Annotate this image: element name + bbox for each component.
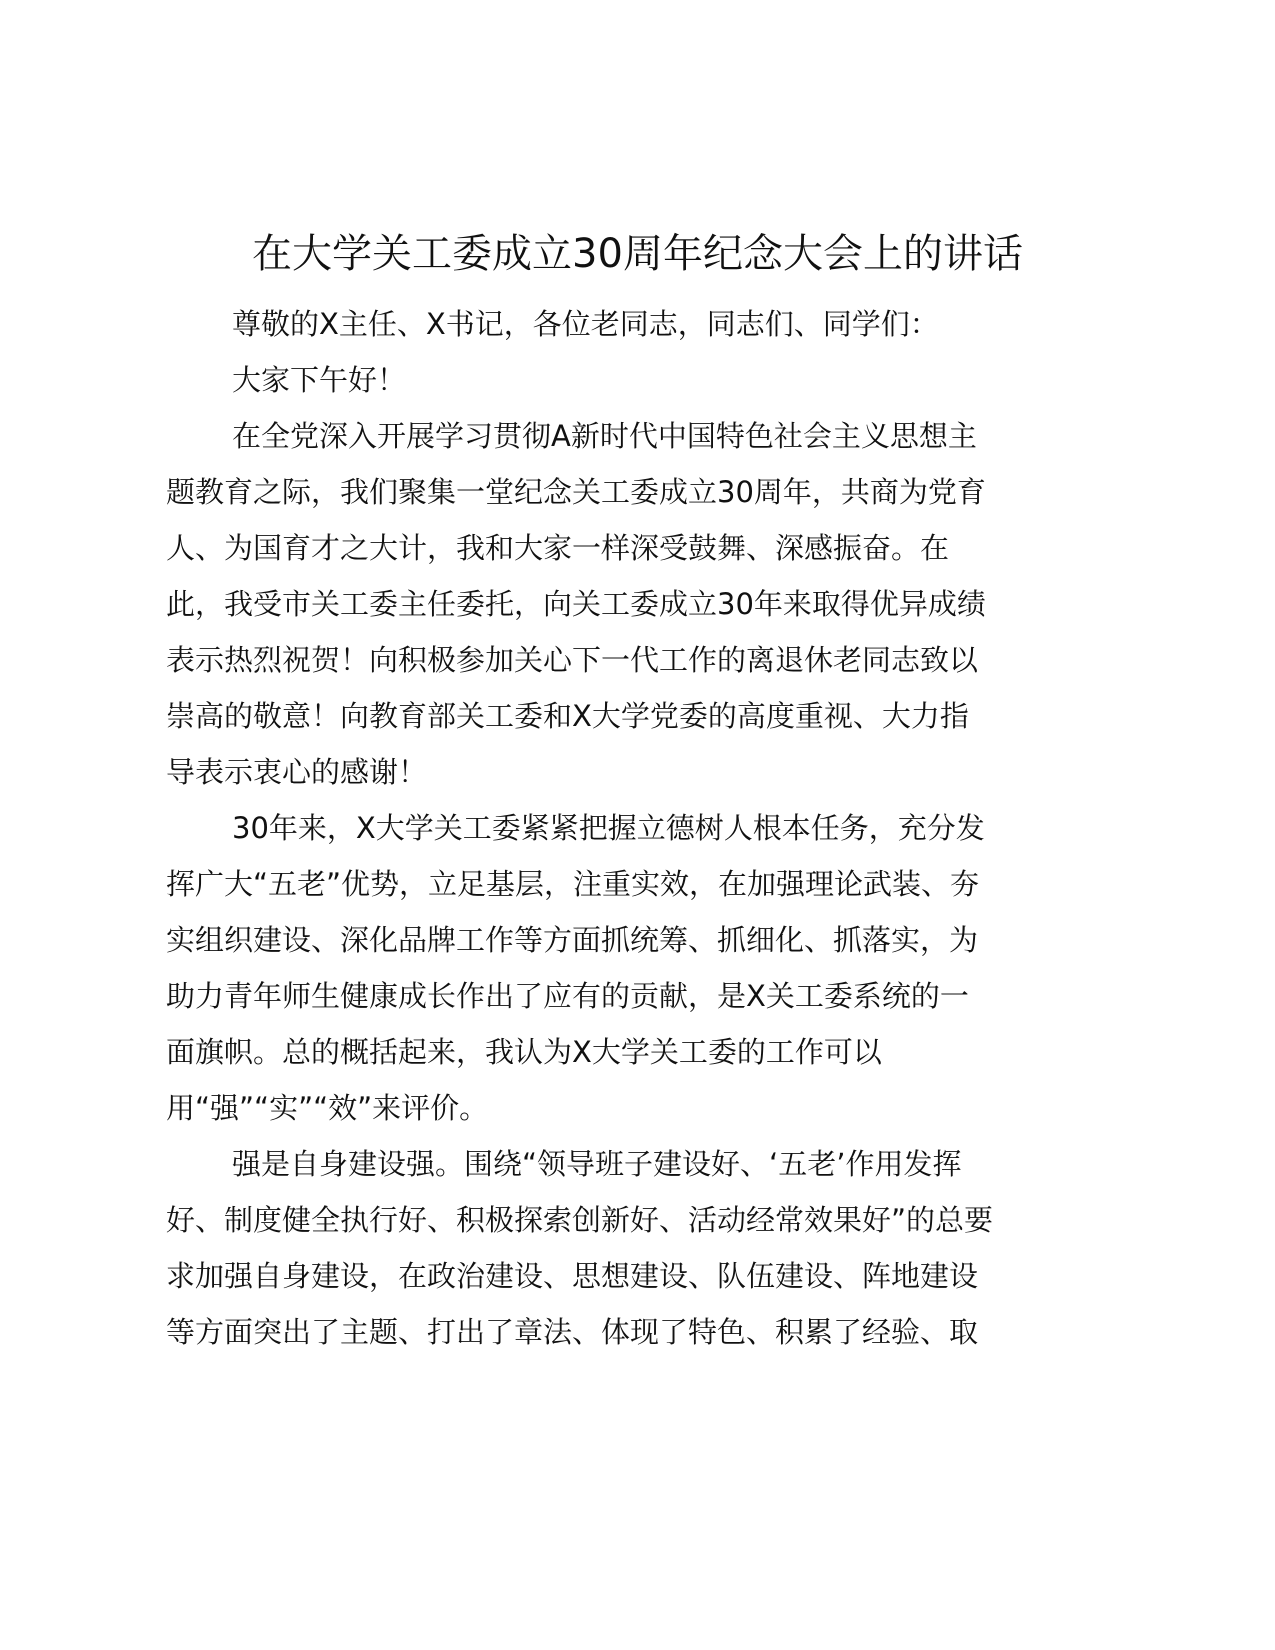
paragraph-line: 强是自身建设强。围绕“领导班子建设好、‘五老’作用发挥	[232, 1147, 962, 1181]
paragraph-line: 助力青年师生健康成长作出了应有的贡献，是X关工委系统的一	[166, 979, 969, 1013]
paragraph-line: 面旗帜。总的概括起来，我认为X大学关工委的工作可以	[166, 1035, 882, 1069]
paragraph-line: 等方面突出了主题、打出了章法、体现了特色、积累了经验、取	[166, 1315, 979, 1349]
paragraph-line: 导表示衷心的感谢！	[166, 755, 428, 789]
paragraph-line: 此，我受市关工委主任委托，向关工委成立30年来取得优异成绩	[166, 587, 986, 621]
paragraph-line: 好、制度健全执行好、积极探索创新好、活动经常效果好”的总要	[166, 1203, 994, 1237]
paragraph-line: 在全党深入开展学习贯彻A新时代中国特色社会主义思想主	[232, 419, 977, 453]
paragraph-line: 崇高的敬意！向教育部关工委和X大学党委的高度重视、大力指	[166, 699, 969, 733]
paragraph-line: 挥广大“五老”优势，立足基层，注重实效，在加强理论武装、夯	[166, 867, 980, 901]
paragraph-line: 求加强自身建设，在政治建设、思想建设、队伍建设、阵地建设	[166, 1259, 979, 1293]
paragraph-line: 30年来，X大学关工委紧紧把握立德树人根本任务，充分发	[232, 811, 985, 845]
paragraph-line: 用“强”“实”“效”来评价。	[166, 1091, 489, 1125]
paragraph-line: 题教育之际，我们聚集一堂纪念关工委成立30周年，共商为党育	[166, 475, 986, 509]
paragraph-line: 表示热烈祝贺！向积极参加关心下一代工作的离退休老同志致以	[166, 643, 979, 677]
greeting-line: 大家下午好！	[232, 363, 407, 397]
paragraph-line: 人、为国育才之大计，我和大家一样深受鼓舞、深感振奋。在	[166, 531, 950, 565]
paragraph-line: 实组织建设、深化品牌工作等方面抓统筹、抓细化、抓落实，为	[166, 923, 979, 957]
document-title: 在大学关工委成立30周年纪念大会上的讲话	[252, 231, 1023, 277]
salutation-line: 尊敬的X主任、X书记，各位老同志，同志们、同学们：	[232, 307, 939, 341]
